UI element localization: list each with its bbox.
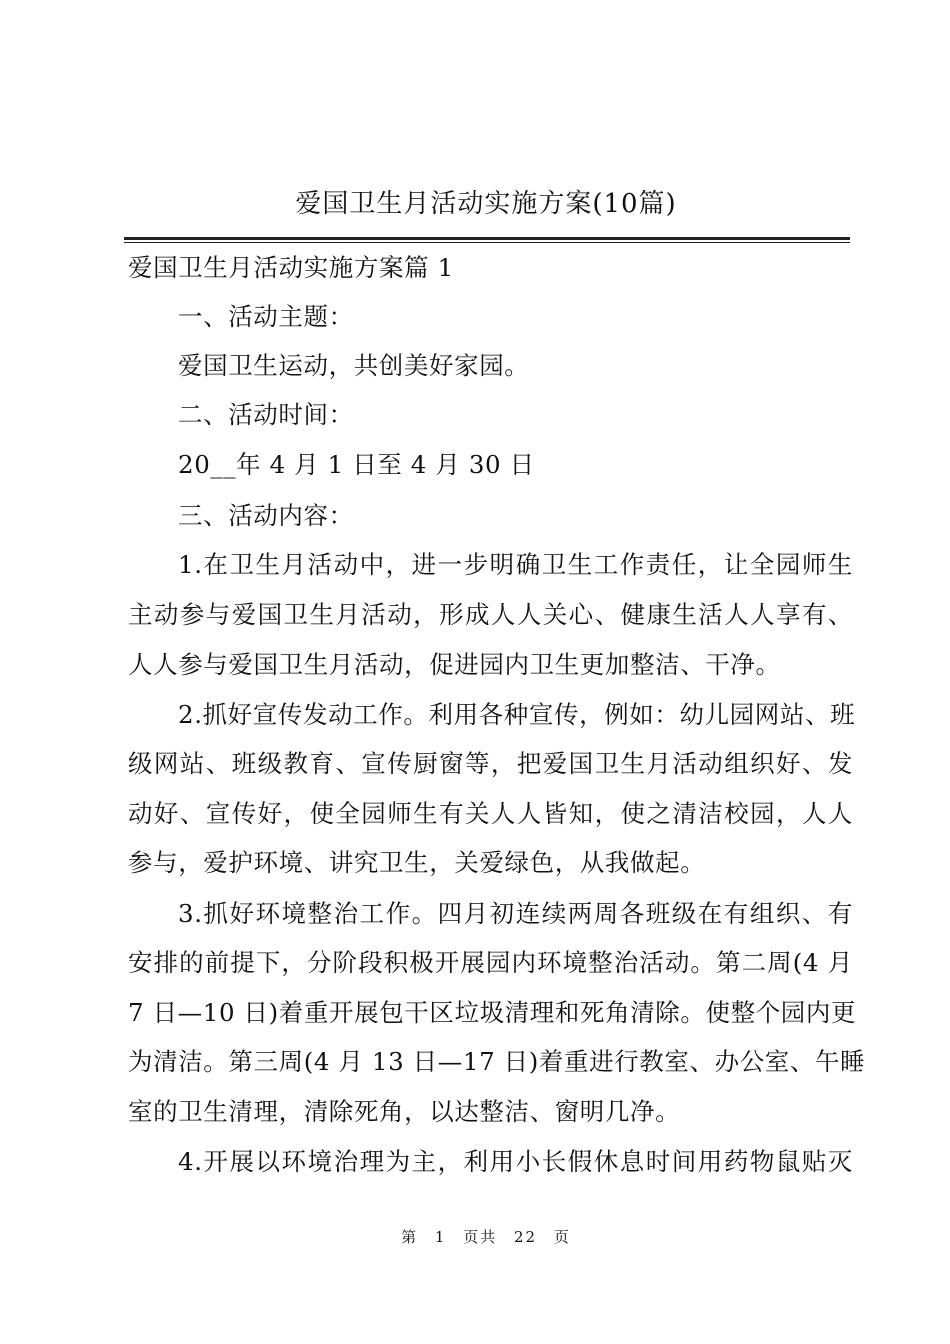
heading-time: 二、活动时间： xyxy=(178,400,354,429)
paragraph-line: 安排的前提下，分阶段积极开展园内环境整治活动。第二周(4 月 xyxy=(128,948,853,977)
paragraph-line: 4.开展以环境治理为主，利用小长假休息时间用药物鼠贴灭 xyxy=(178,1147,853,1176)
paragraph-line: 2.抓好宣传发动工作。利用各种宣传，例如：幼儿园网站、班 xyxy=(178,700,856,729)
time-text: 20__年 4 月 1 日至 4 月 30 日 xyxy=(178,450,535,479)
paragraph-line: 3.抓好环境整治工作。四月初连续两周各班级在有组织、有 xyxy=(178,899,853,928)
paragraph-line: 级网站、班级教育、宣传厨窗等，把爱国卫生月活动组织好、发 xyxy=(128,749,853,778)
heading-theme: 一、活动主题： xyxy=(178,302,354,331)
paragraph-line: 7 日—10 日)着重开展包干区垃圾清理和死角清除。使整个园内更 xyxy=(128,998,857,1027)
paragraph-line: 人人参与爱国卫生月活动，促进园内卫生更加整洁、干净。 xyxy=(128,650,781,679)
paragraph-line: 为清洁。第三周(4 月 13 日—17 日)着重进行教室、办公室、午睡 xyxy=(128,1047,866,1076)
page-number-footer: 第 1 页共 22 页 xyxy=(401,1228,571,1246)
heading-content: 三、活动内容： xyxy=(178,501,354,530)
paragraph-line: 参与，爱护环境、讲究卫生，关爱绿色，从我做起。 xyxy=(128,848,706,877)
paragraph-line: 1.在卫生月活动中，进一步明确卫生工作责任，让全园师生 xyxy=(178,550,853,579)
title-rule-thick xyxy=(124,237,850,240)
paragraph-line: 室的卫生清理，清除死角，以达整洁、窗明几净。 xyxy=(128,1097,681,1126)
title-rule-thin xyxy=(124,242,850,243)
paragraph-line: 主动参与爱国卫生月活动，形成人人关心、健康生活人人享有、 xyxy=(128,600,853,629)
paragraph-line: 动好、宣传好，使全园师生有关人人皆知，使之清洁校园，人人 xyxy=(128,799,853,828)
document-title: 爱国卫生月活动实施方案(10篇) xyxy=(295,189,677,219)
theme-text: 爱国卫生运动，共创美好家园。 xyxy=(178,351,530,380)
section-heading: 爱国卫生月活动实施方案篇 1 xyxy=(128,253,454,282)
